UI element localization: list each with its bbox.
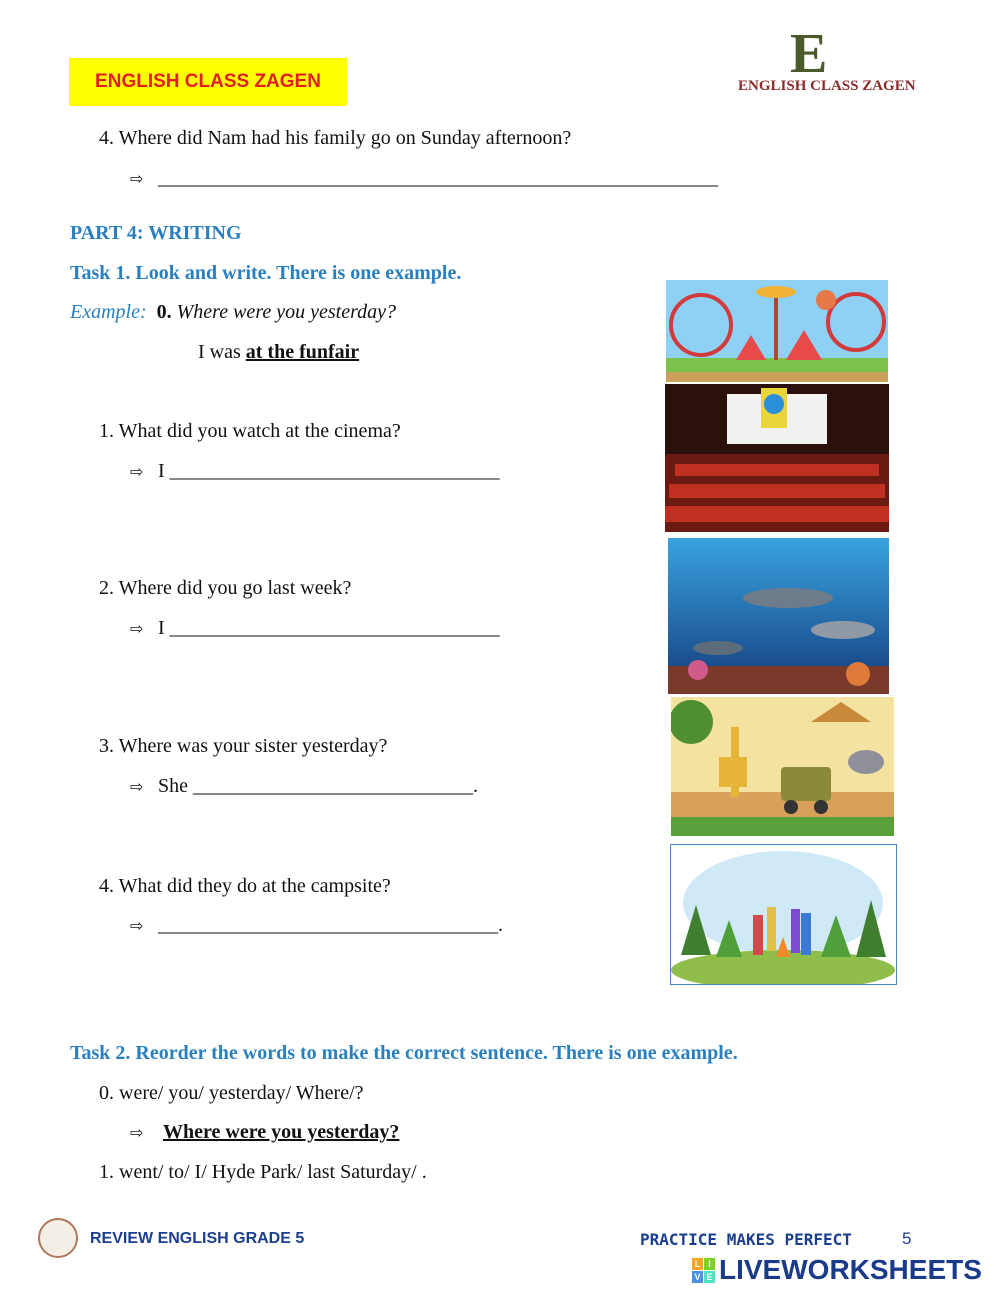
- task1-question-1: 1. What did you watch at the cinema?: [99, 420, 401, 442]
- liveworksheets-icon: L I V E: [692, 1258, 715, 1283]
- task2-example-answer: [130, 1121, 399, 1144]
- arrow-icon: ⇨: [130, 169, 144, 188]
- aquarium-illustration: [668, 538, 889, 694]
- campsite-picture: [670, 844, 897, 985]
- arrow-icon: ⇨: [130, 777, 144, 796]
- answer-line[interactable]: She ____________________________.: [158, 775, 478, 797]
- footer-right-text: PRACTICE MAKES PERFECT: [640, 1230, 852, 1249]
- example-answer-text: at the funfair: [245, 341, 360, 363]
- task2-question-1: 1. went/ to/ I/ Hyde Park/ last Saturday/ .: [99, 1161, 427, 1183]
- arrow-icon: ⇨: [130, 619, 144, 638]
- task2-label: Task 2.: [70, 1042, 131, 1064]
- class-badge: ENGLISH CLASS ZAGEN: [69, 58, 347, 106]
- logo-letter: E: [790, 23, 828, 85]
- cinema-illustration: [665, 384, 889, 532]
- answer-line[interactable]: __________________________________.: [158, 914, 503, 936]
- logo: [738, 23, 916, 102]
- answer-line[interactable]: I _________________________________: [158, 460, 500, 482]
- example-line: [70, 301, 396, 324]
- task2-heading: [70, 1042, 738, 1065]
- logo-text: ENGLISH CLASS ZAGEN: [738, 78, 916, 94]
- example-answer-text: Where were you yesterday?: [163, 1121, 400, 1143]
- task1-question-2: 2. Where did you go last week?: [99, 577, 352, 599]
- arrow-icon: ⇨: [130, 1123, 144, 1142]
- task1-label: Task 1.: [70, 262, 131, 284]
- funfair-illustration: [666, 280, 888, 382]
- part-title: PART 4: WRITING: [70, 222, 242, 244]
- aquarium-picture: [668, 538, 889, 694]
- arrow-icon: ⇨: [130, 916, 144, 935]
- liveworksheets-text: LIVEWORKSHEETS: [719, 1254, 982, 1285]
- task1-heading: [70, 262, 461, 285]
- example-label: Example:: [70, 301, 147, 323]
- footer-left-text: REVIEW ENGLISH GRADE 5: [90, 1230, 305, 1247]
- cinema-picture: [665, 384, 889, 532]
- prev-answer-4: [130, 167, 718, 190]
- task2-instruction: Reorder the words to make the correct sentence. There is one example.: [135, 1042, 738, 1064]
- task1-question-3: 3. Where was your sister yesterday?: [99, 735, 388, 757]
- safari-illustration: [671, 697, 894, 836]
- task1-answer-4: [130, 914, 503, 937]
- arrow-icon: ⇨: [130, 462, 144, 481]
- example-answer-prefix: I was: [198, 341, 241, 363]
- answer-line[interactable]: ________________________________________________________: [158, 167, 718, 189]
- task1-answer-1: [130, 460, 500, 483]
- task1-answer-2: [130, 617, 500, 640]
- footer-logo: [38, 1218, 78, 1258]
- funfair-picture: [666, 280, 888, 382]
- task1-instruction: Look and write. There is one example.: [135, 262, 462, 284]
- campsite-illustration: [671, 845, 896, 984]
- example-question: Where were you yesterday?: [176, 301, 396, 323]
- task1-question-4: 4. What did they do at the campsite?: [99, 875, 391, 897]
- task2-example-words: 0. were/ you/ yesterday/ Where/?: [99, 1082, 364, 1104]
- liveworksheets-brand[interactable]: [692, 1254, 982, 1286]
- page-number: 5: [902, 1229, 912, 1248]
- prev-question-4: 4. Where did Nam had his family go on Sunday afternoon?: [99, 127, 572, 149]
- example-number: 0.: [156, 301, 172, 323]
- example-answer: [198, 341, 359, 364]
- safari-picture: [671, 697, 894, 836]
- task1-answer-3: [130, 775, 478, 798]
- answer-line[interactable]: I _________________________________: [158, 617, 500, 639]
